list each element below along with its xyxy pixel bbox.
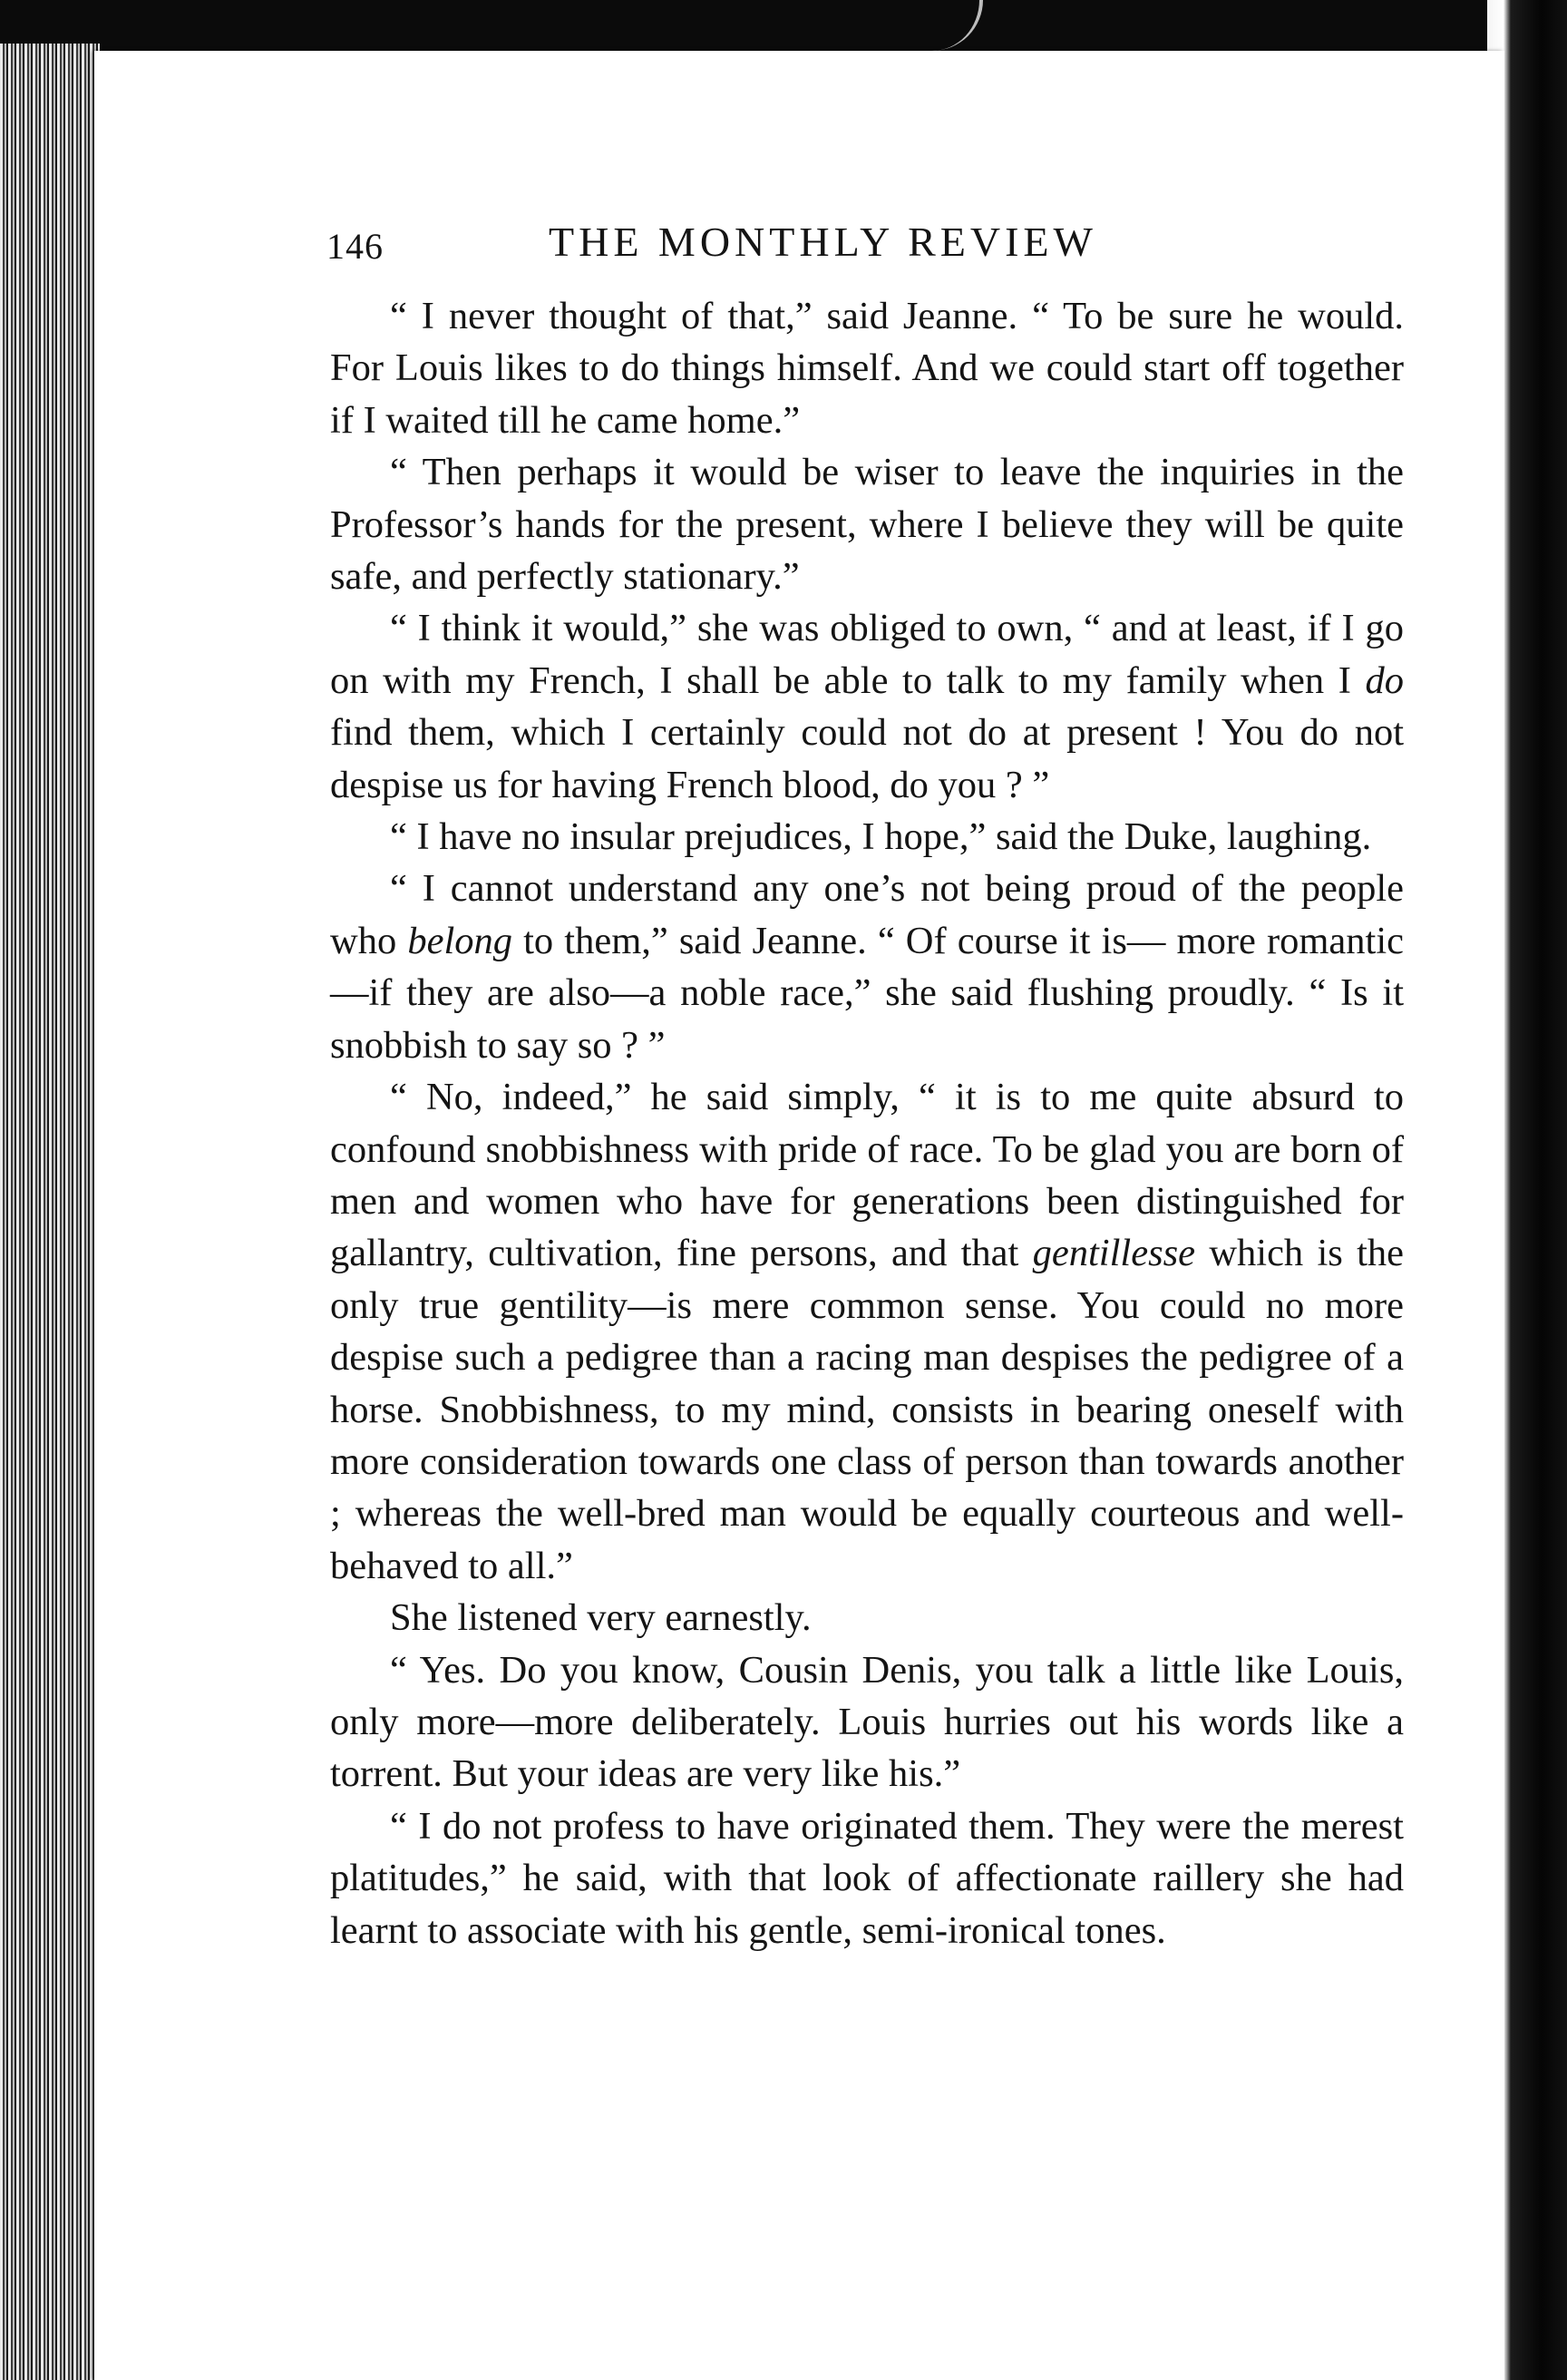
paragraph: “ I never thought of that,” said Jeanne. “ To be sure he would. For Louis likes to do things himself. And we could start off together if I waited till he came home.” xyxy=(330,295,1404,442)
paragraph: “ I cannot understand any one’s not being proud of the people who belong to them,” said Jeanne. “ Of course it is— more romantic—if they are also—a noble race,” she said flushing proudly. “ Is it snobbish to say so ? ” xyxy=(330,867,1405,1067)
scan-artifact-mark xyxy=(871,0,983,51)
paragraph: “ I have no insular prejudices, I hope,” said the Duke, laughing. xyxy=(390,815,1372,859)
running-head xyxy=(326,218,1179,281)
page-body-text xyxy=(330,290,1404,1956)
paragraph: “ Yes. Do you know, Cousin Denis, you talk a little like Louis, only more—more deliberately. Louis hurries out his words like a torrent. But your ideas are very like his.” xyxy=(330,1648,1405,1796)
italic-emphasis: belong xyxy=(407,919,512,962)
italic-emphasis: do xyxy=(1365,658,1405,702)
paragraph: “ I think it would,” she was obliged to own, “ and at least, if I go on with my French, I shall be able to talk to my family when I do find them, which I certainly could not do at present ! You do not despise us for having French blood, do you ? ” xyxy=(330,607,1405,806)
italic-emphasis: gentillesse xyxy=(1032,1232,1196,1275)
page-edge-stack xyxy=(0,44,100,2380)
paragraph: “ Then perhaps it would be wiser to leave the inquiries in the Professor’s hands for the present, where I believe they will be quite safe, and perfectly stationary.” xyxy=(330,451,1405,599)
paragraph: She listened very earnestly. xyxy=(390,1596,812,1640)
paragraph: “ No, indeed,” he said simply, “ it is to me quite absurd to confound snobbishness with pride of race. To be glad you are born of men and women who have for generations been distinguished for gallantry, cultivation, fine persons, and that gentillesse which is the only true gentility—is mere common sense. You could no more despise such a pedigree than a racing man despises the pedigree of a horse. Snobbishness, to my mind, consists in bearing oneself with more consideration towards one class of person than towards another ; whereas the well-bred man would be equally courteous and well-behaved to all.” xyxy=(330,1076,1405,1587)
journal-title: THE MONTHLY REVIEW xyxy=(549,219,1097,265)
paragraph: “ I do not profess to have originated them. They were the merest platitudes,” he said, with that look of affectionate raillery she had learnt to associate with his gentle, semi-ironical tones. xyxy=(330,1804,1405,1952)
page-number: 146 xyxy=(326,226,384,267)
